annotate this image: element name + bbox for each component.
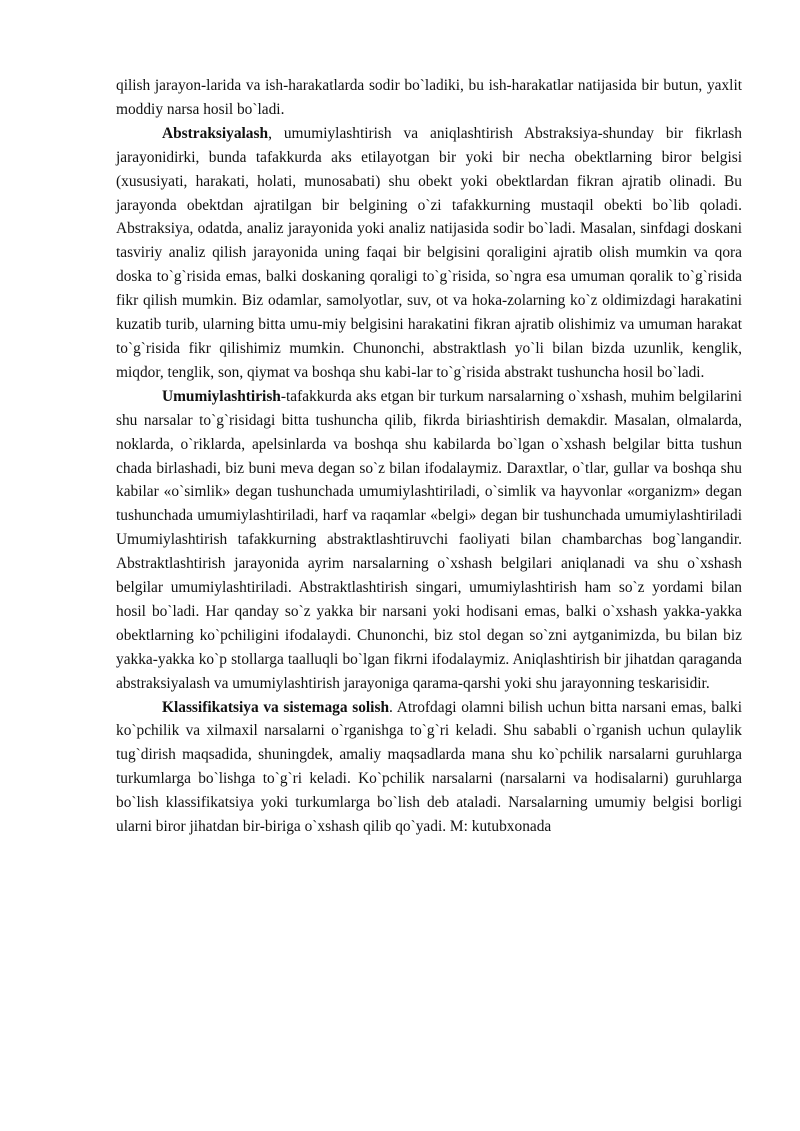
paragraph-abstraksiyalash <box>116 122 742 385</box>
paragraph-klassifikatsiya <box>116 696 742 839</box>
paragraph-text: -tafakkurda aks etgan bir turkum narsalarning o`xshash, muhim belgilarini shu narsalar to`g`risidagi bitta tushuncha qilib, fikrda biriashtirish demakdir. Masalan, olmalarda, noklarda, o`riklarda, apelsinlarda va boshqa shu kabilarda bo`lgan o`xshash belgilar bitta tushun chada birlashadi, biz buni meva degan so`z bilan ifodalaymiz. Daraxtlar, o`tlar, gullar va boshqa shu kabilar «o`simlik» degan tushunchada umumiylashtiriladi, o`simlik va hayvonlar «organizm» degan tushunchada umumiylashtiriladi, harf va raqamlar «belgi» degan bir tushunchada umumiylashtiriladi Umumiylashtirish tafakkurning abstraktlashtiruvchi faoliyati bilan chambarchas bog`langandir. Abstraktlashtirish jarayonida ayrim narsalarning o`xshash belgilari aniqlanadi va shu o`xshash belgilar umumiylashtiriladi. Abstraktlashtirish singari, umumiylashtirish ham so`z yordami bilan hosil bo`ladi. Har qanday so`z yakka bir narsani yoki hodisani emas, balki o`xshash yakka-yakka obektlarning ko`pchiligini ifodalaydi. Chunonchi, biz stol degan so`zni aytganimizda, bu bilan biz yakka-yakka ko`p stollarga taalluqli bo`lgan fikrni ifodalaymiz. Aniqlashtirish bir jihatdan qaraganda abstraksiyalash va umumiylashtirish jarayoniga qarama-qarshi yoki shu jarayonning teskarisidir. <box>116 387 742 692</box>
paragraph-term: Abstraksiyalash <box>162 124 269 142</box>
paragraph-text: qilish jarayon-larida va ish-harakatlarda sodir bo`ladiki, bu ish-harakatlar natijasida bir butun, yaxlit moddiy narsa hosil bo`ladi. <box>116 77 742 118</box>
paragraph-term: Umumiylashtirish <box>162 387 281 405</box>
paragraph-umumiylashtirish <box>116 385 742 696</box>
document-page <box>116 74 742 839</box>
paragraph-text: . Atrofdagi olamni bilish uchun bitta narsani emas, balki ko`pchilik va xilmaxil narsalarni o`rganishga to`g`ri keladi. Shu sababli o`rganish uchun qulaylik tug`dirish maqsadida, shuningdek, amaliy maqsadlarda mana shu ko`pchilik narsalarni guruhlarga turkumlarga bo`lishga to`g`ri keladi. Ko`pchilik narsalarni (narsalarni va hodisalarni) guruhlarga bo`lish klassifikatsiya yoki turkumlarga bo`lish deb ataladi. Narsalarning umumiy belgisi borligi ularni biror jihatdan bir-biriga o`xshash qilib qo`yadi. M: kutubxonada <box>116 698 742 836</box>
paragraph-term: Klassifikatsiya va sistemaga solish <box>162 698 390 716</box>
paragraph-continuation <box>116 74 742 122</box>
paragraph-text: , umumiylashtirish va aniqlashtirish Abstraksiya-shunday bir fikrlash jarayonidirki, bunda tafakkurda aks etilayotgan bir yoki bir necha obektlarning biror belgisi (xususiyati, harakati, holati, munosabati) shu obekt yoki obektlardan fikran ajratib olinadi. Bu jarayonda obektdan ajratilgan bir belgining o`zi tafakkurning mustaqil obekti bo`lib qoladi. Abstraksiya, odatda, analiz jarayonida yoki analiz natijasida sodir bo`ladi. Masalan, sinfdagi doskani tasviriy analiz qilish jarayonida uning faqai bir belgisini qoraligini ajratib olish mumkin va qora doska to`g`risida emas, balki doskaning qoraligi to`g`risida, so`ngra esa umuman qoralik to`g`risida fikr qilish mumkin. Biz odamlar, samolyotlar, suv, ot va hoka-zolarning ko`z oldimizdagi harakatini kuzatib turib, ularning bitta umu-miy belgisini harakatini fikran ajratib olishimiz va umuman harakat to`g`risida fikr qilishimiz mumkin. Chunonchi, abstraktlash yo`li bilan bizda uzunlik, kenglik, miqdor, tenglik, son, qiymat va boshqa shu kabi-lar to`g`risida abstrakt tushuncha hosil bo`ladi. <box>116 124 742 381</box>
